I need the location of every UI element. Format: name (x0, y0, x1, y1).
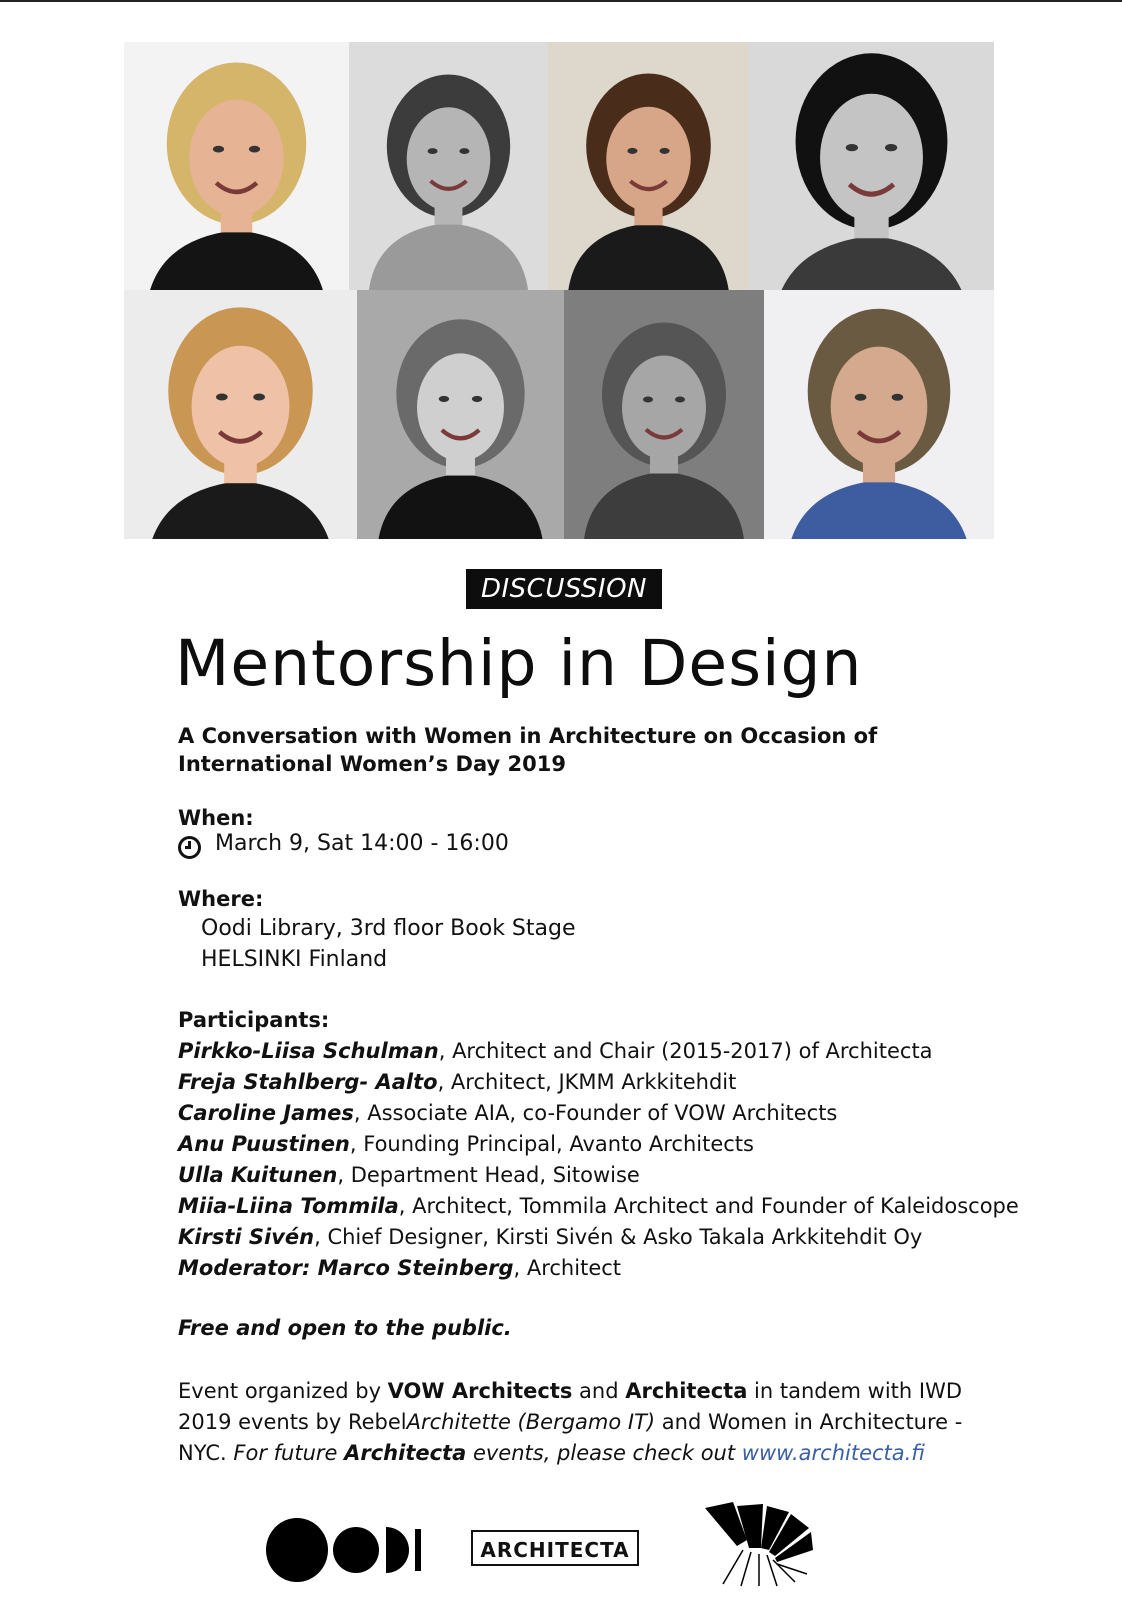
portrait-5 (124, 290, 357, 539)
venue-line-1: Oodi Library, 3rd floor Book Stage (201, 916, 576, 941)
portrait-6 (357, 290, 564, 539)
organized-text: in tandem with IWD 2019 events by Rebel (178, 1379, 963, 1434)
organizer-architecta: Architecta (625, 1379, 748, 1403)
future-events-text: events, please check out (466, 1441, 742, 1465)
participant-name: Pirkko-Liisa Schulman (178, 1039, 439, 1063)
subtitle: A Conversation with Women in Architecture on Occasion of International Women’s Day 2019 (178, 724, 878, 776)
participant-item (178, 1160, 1019, 1191)
participants-label: Participants: (178, 1008, 330, 1032)
portrait-7 (564, 290, 764, 539)
participant-item (178, 1098, 1019, 1129)
organized-text: Event organized by (178, 1379, 388, 1403)
participant-role: , Founding Principal, Avanto Architects (349, 1132, 754, 1156)
moderator-name: Moderator: Marco Steinberg (178, 1256, 514, 1280)
organized-text: and Women in Architecture - NYC. (178, 1410, 963, 1465)
participants-list (178, 1036, 1019, 1284)
participant-role: , Architect and Chair (2015-2017) of Architecta (438, 1039, 933, 1063)
oodi-logo (266, 1517, 420, 1583)
participant-name: Kirsti Sivén (178, 1225, 315, 1249)
participant-role: , Associate AIA, co-Founder of VOW Architects (353, 1101, 838, 1125)
portrait-8 (764, 290, 994, 539)
discussion-tag: DISCUSSION (466, 569, 662, 609)
architecta-website-link[interactable]: www.architecta.fi (741, 1441, 925, 1465)
vow-logo (703, 1500, 815, 1588)
participant-item (178, 1253, 1019, 1284)
portrait-3 (548, 42, 749, 290)
organizer-vow: VOW Architects (387, 1379, 573, 1403)
rebel-architette: Architette (Bergamo IT) (406, 1410, 656, 1434)
participant-role: , Department Head, Sitowise (337, 1163, 640, 1187)
architecta-logo: ARCHITECTA (471, 1530, 639, 1566)
participant-name: Caroline James (178, 1101, 354, 1125)
organized-text: and (572, 1379, 626, 1403)
participant-role: , Architect, Tommila Architect and Founder of Kaleidoscope (398, 1194, 1019, 1218)
venue-line-2: HELSINKI Finland (201, 947, 388, 972)
free-admission-note: Free and open to the public. (178, 1316, 512, 1340)
participant-item (178, 1036, 1019, 1067)
participant-role: , Architect, JKMM Arkkitehdit (437, 1070, 737, 1094)
participant-role: , Chief Designer, Kirsti Sivén & Asko Takala Arkkitehdit Oy (314, 1225, 923, 1249)
participant-name: Miia-Liina Tommila (178, 1194, 399, 1218)
top-rule (0, 0, 1122, 2)
page-title: Mentorship in Design (175, 627, 863, 700)
portrait-grid (124, 42, 994, 539)
future-events-text: For future (233, 1441, 345, 1465)
portrait-1 (124, 42, 349, 290)
clock-icon (178, 836, 201, 859)
participant-item (178, 1067, 1019, 1098)
participant-name: Anu Puustinen (178, 1132, 350, 1156)
participant-role: , Architect (513, 1256, 622, 1280)
event-datetime: March 9, Sat 14:00 - 16:00 (215, 831, 509, 856)
participant-name: Freja Stahlberg- Aalto (178, 1070, 438, 1094)
participant-item (178, 1191, 1019, 1222)
when-label: When: (178, 806, 254, 830)
participant-item (178, 1222, 1019, 1253)
participant-item (178, 1129, 1019, 1160)
portrait-2 (349, 42, 548, 290)
organizer-paragraph (178, 1376, 978, 1469)
where-label: Where: (178, 887, 264, 911)
portrait-4 (749, 42, 994, 290)
participant-name: Ulla Kuitunen (178, 1163, 338, 1187)
architecta-emphasis: Architecta (344, 1441, 467, 1465)
